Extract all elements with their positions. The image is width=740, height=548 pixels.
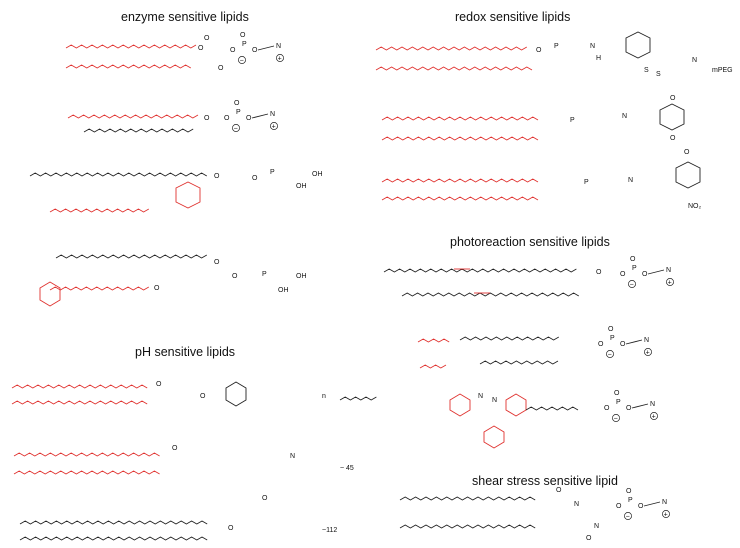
photo3-azobenzene-ring2 xyxy=(506,394,526,416)
enzyme1-ester2-o: O xyxy=(218,65,224,72)
enzyme2-phosphorus: P xyxy=(236,109,241,116)
enzyme2-ester-o: O xyxy=(204,115,210,122)
shear-ammonium-charge: + xyxy=(663,511,668,519)
ph3-carbonyl-o: O xyxy=(262,495,268,502)
shear-phosphate-o: O xyxy=(638,503,644,510)
photo3-azobenzene-ring3 xyxy=(484,426,504,448)
enzyme3-phosphorus: P xyxy=(270,169,275,176)
shear-amide2-n: N xyxy=(594,523,600,530)
photo3-chain-a xyxy=(526,407,578,410)
redox1-phosphorus: P xyxy=(554,43,559,50)
shear-amide2-o: O xyxy=(586,535,592,542)
ph1-chain-a xyxy=(12,385,147,388)
redox1-amide-n: N xyxy=(590,43,596,50)
ph3-chain-a xyxy=(20,521,207,524)
enzyme2-chain-a xyxy=(68,115,198,118)
shear-amide-o: O xyxy=(556,487,562,494)
photo3-azo-n1: N xyxy=(478,393,484,400)
redox1-disulfide-s2: S xyxy=(656,71,661,78)
ph-section-title: pH sensitive lipids xyxy=(135,345,236,359)
ph1-chain-b xyxy=(12,401,147,404)
photo3-phosphate-charge: − xyxy=(613,415,618,423)
shear-phosphorus: P xyxy=(628,497,633,504)
shear-ester-o: O xyxy=(616,503,622,510)
redox1-amide-h: H xyxy=(596,55,602,62)
photo2-chain-b xyxy=(480,361,558,364)
photo3-ester-o: O xyxy=(604,405,610,412)
photo2-phosphoryl-o: O xyxy=(608,326,614,333)
photo3-ammonium-charge: + xyxy=(651,413,656,421)
shear-section-title: shear stress sensitive lipid xyxy=(472,474,618,488)
shear-chain-a xyxy=(400,497,535,500)
photo1-chain-b xyxy=(402,293,579,296)
redox2-chain-b xyxy=(382,137,538,140)
photo1-phosphoryl-o: O xyxy=(630,256,636,263)
photo3-choline-bond xyxy=(632,404,648,408)
photo2-ammonium-n: N xyxy=(644,337,650,344)
enzyme1-phosphate-o: O xyxy=(252,47,258,54)
enzyme4-glycerol-o: O xyxy=(232,273,238,280)
redox2-quinone-o2: O xyxy=(670,135,676,142)
redox3-phosphorus: P xyxy=(584,179,589,186)
ph2-carbamate-n: N xyxy=(290,453,296,460)
enzyme1-chain-b xyxy=(66,65,191,68)
ph2-chain-b xyxy=(14,471,160,474)
redox3-methoxy-o: O xyxy=(684,149,690,156)
redox2-quinone xyxy=(660,104,684,130)
photo2-ester-o: O xyxy=(598,341,604,348)
photo1-ester-o: O xyxy=(620,271,626,278)
enzyme4-cyclohexene xyxy=(40,282,60,306)
enzyme1-choline-bond xyxy=(258,46,274,50)
enzyme1-chain-a xyxy=(66,45,196,48)
enzyme3-ether-o: O xyxy=(214,173,220,180)
enzyme4-hydroxyl-2: OH xyxy=(278,287,289,294)
redox1-chain-b xyxy=(376,67,532,70)
enzyme4-chain-a xyxy=(56,255,207,258)
redox3-amide-n: N xyxy=(628,177,634,184)
enzyme1-phosphoryl-o: O xyxy=(240,32,246,39)
photo1-ammonium-n: N xyxy=(666,267,672,274)
redox-section-title: redox sensitive lipids xyxy=(455,10,571,24)
photo2-chain-a xyxy=(460,337,559,340)
enzyme1-ammonium-charge: + xyxy=(277,55,282,63)
enzyme2-phosphate-charge: − xyxy=(233,125,238,133)
photo2-ammonium-charge: + xyxy=(645,349,650,357)
enzyme3-hydroxyl: OH xyxy=(312,171,323,178)
photo1-chain-a xyxy=(384,269,576,272)
enzyme2-ammonium-charge: + xyxy=(271,123,276,131)
photo2-phosphorus: P xyxy=(610,335,615,342)
photo3-phosphorus: P xyxy=(616,399,621,406)
shear-ammonium-n: N xyxy=(662,499,668,506)
shear-choline-bond xyxy=(644,502,660,506)
redox1-mpeg: mPEG xyxy=(712,67,733,74)
ph2-ester-o: O xyxy=(172,445,178,452)
ph2-chain-a xyxy=(14,453,160,456)
enzyme1-ester-o: O xyxy=(198,45,204,52)
photo3-phosphate-o: O xyxy=(626,405,632,412)
enzyme4-hydroxyl: OH xyxy=(296,273,307,280)
ph1-methoxy-tail xyxy=(340,397,376,400)
redox2-quinone-o1: O xyxy=(670,95,676,102)
ph3-peg-repeat: ~112 xyxy=(322,527,338,534)
enzyme1-ester-o: O xyxy=(230,47,236,54)
enzyme2-ammonium-n: N xyxy=(270,111,276,118)
redox3-chain-b xyxy=(382,197,538,200)
ph1-repeat-n: n xyxy=(322,393,326,400)
redox1-ester-o: O xyxy=(536,47,542,54)
photo3-ammonium-n: N xyxy=(650,401,656,408)
redox3-chain-a xyxy=(382,179,538,182)
redox2-amide-n: N xyxy=(622,113,628,120)
photo2-phosphate-o: O xyxy=(620,341,626,348)
enzyme3-tocopherol-tail xyxy=(50,209,149,212)
ph3-vinyl-ether-o: O xyxy=(228,525,234,532)
redox2-chain-a xyxy=(382,117,538,120)
enzyme2-choline-bond xyxy=(252,114,268,118)
photo3-azo-n2: N xyxy=(492,397,498,404)
photo1-phosphate-charge: − xyxy=(629,281,634,289)
redox1-disulfide-s1: S xyxy=(644,67,649,74)
enzyme3-chromanol-ring xyxy=(176,182,200,208)
redox2-phosphorus: P xyxy=(570,117,575,124)
enzyme4-phosphorus: P xyxy=(262,271,267,278)
enzyme1-ammonium-n: N xyxy=(276,43,282,50)
photo1-ester-o: O xyxy=(596,269,602,276)
ph2-peg-repeat: ~ 45 xyxy=(340,465,354,472)
enzyme4-ether-o: O xyxy=(214,259,220,266)
ph1-spiro-ring xyxy=(226,382,246,406)
enzyme-section-title: enzyme sensitive lipids xyxy=(121,10,249,24)
enzyme1-carbonyl-o: O xyxy=(204,35,210,42)
enzyme3-hydroxyl-2: OH xyxy=(296,183,307,190)
photo2-phosphate-charge: − xyxy=(607,351,612,359)
redox1-benzene xyxy=(626,32,650,58)
enzyme2-phosphoryl-o: O xyxy=(234,100,240,107)
enzyme1-phosphate-charge: − xyxy=(239,57,244,65)
redox3-nitro: NO₂ xyxy=(688,203,702,210)
enzyme2-chain-b xyxy=(84,129,193,132)
ph1-carbonyl-o: O xyxy=(156,381,162,388)
photo2-dienoyl-b xyxy=(420,365,446,368)
enzyme3-glycerol-o: O xyxy=(252,175,258,182)
shear-phosphate-charge: − xyxy=(625,513,630,521)
enzyme2-phosphate-o: O xyxy=(246,115,252,122)
enzyme1-phosphorus: P xyxy=(242,41,247,48)
redox3-nitrobenzyl xyxy=(676,162,700,188)
photo1-phosphate-o: O xyxy=(642,271,648,278)
photo1-choline-bond xyxy=(648,270,664,274)
redox1-chain-a xyxy=(376,47,527,50)
ph3-chain-b xyxy=(20,537,207,540)
shear-chain-b xyxy=(400,525,535,528)
enzyme3-chain-a xyxy=(30,173,207,176)
photo2-dienoyl-a xyxy=(418,339,449,342)
enzyme4-ester-o: O xyxy=(154,285,160,292)
photo3-phosphoryl-o: O xyxy=(614,390,620,397)
shear-amide-n: N xyxy=(574,501,580,508)
ph1-acetal-o: O xyxy=(200,393,206,400)
photo2-choline-bond xyxy=(626,340,642,344)
redox1-carbamate-n: N xyxy=(692,57,698,64)
enzyme4-retinoid xyxy=(50,287,149,290)
shear-phosphoryl-o: O xyxy=(626,488,632,495)
photo3-azobenzene-ring1 xyxy=(450,394,470,416)
photoreaction-section-title: photoreaction sensitive lipids xyxy=(450,235,610,249)
enzyme2-ester-o: O xyxy=(224,115,230,122)
photo1-phosphorus: P xyxy=(632,265,637,272)
photo1-ammonium-charge: + xyxy=(667,279,672,287)
